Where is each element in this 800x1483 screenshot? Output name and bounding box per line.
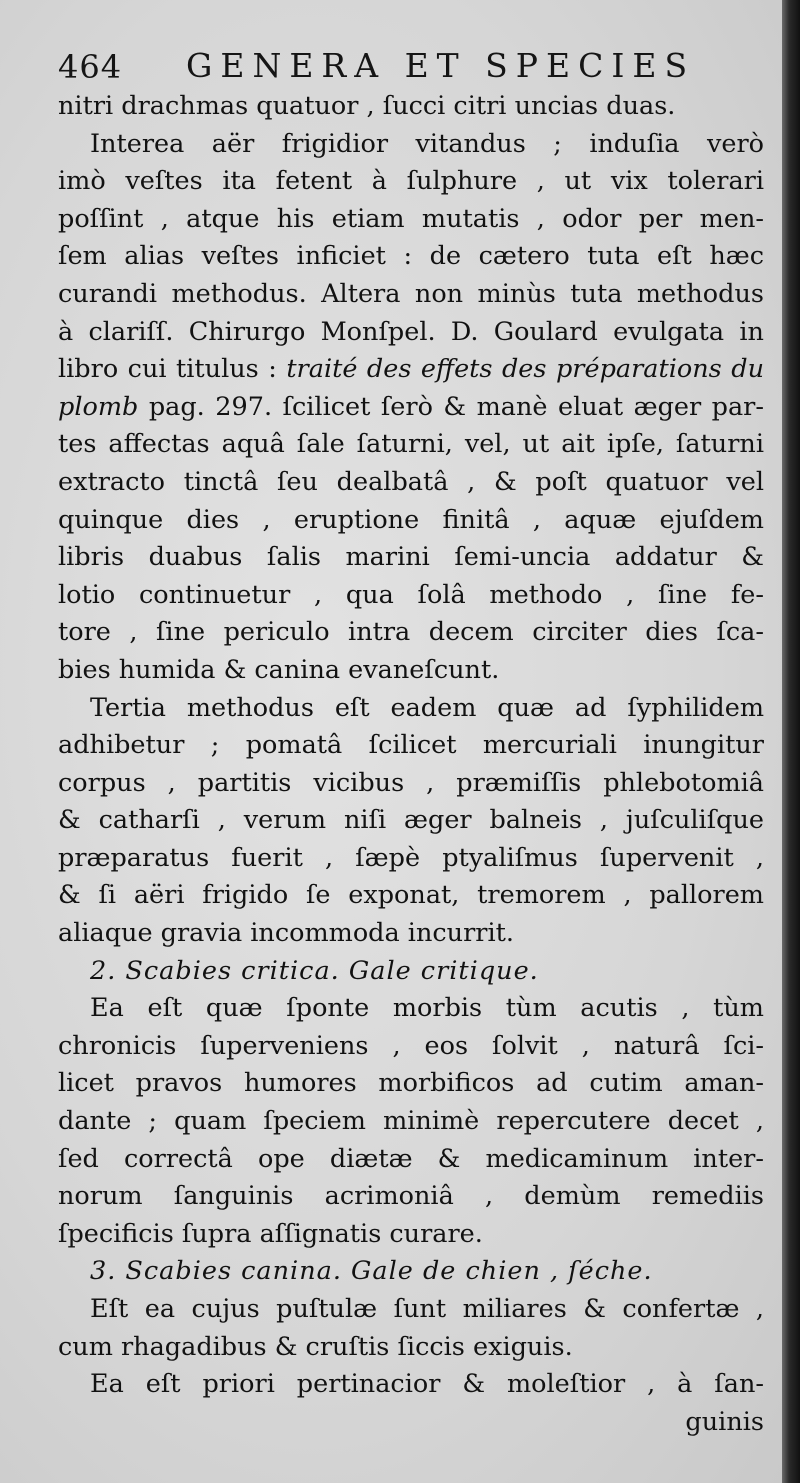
line-text: Ea eſt quæ ſponte morbis tùm acutis , tùm — [90, 993, 764, 1024]
text-line — [58, 539, 764, 577]
page-edge-shadow — [782, 0, 800, 1483]
section-heading: 3. Scabies canina. Gale de chien , ſéche. — [90, 1256, 653, 1287]
text-line — [58, 953, 764, 991]
line-text: ſpecificis ſupra aſſignatis curare. — [58, 1218, 483, 1249]
page-number: 464 — [58, 48, 123, 86]
italic-title: traité des effets des préparations du — [286, 354, 764, 385]
text-line — [58, 389, 764, 427]
text-line — [58, 464, 764, 502]
line-text: pag. 297. ſcilicet ſerò & manè eluat æger par- — [138, 391, 764, 422]
line-text: extracto tinctâ ſeu dealbatâ , & poſt quatuor vel — [58, 466, 764, 497]
line-text: corpus , partitis vicibus , præmiſſis phlebotomiâ — [58, 767, 764, 798]
line-text: dante ; quam ſpeciem minimè repercutere decet , — [58, 1106, 764, 1137]
text-line — [58, 314, 764, 352]
line-text: lotio continuetur , qua ſolâ methodo , ſine fe- — [58, 579, 764, 610]
line-text: adhibetur ; pomatâ ſcilicet mercuriali inungitur — [58, 730, 764, 761]
line-text: & catharſi , verum niſi æger balneis , juſculiſque — [58, 805, 764, 836]
line-text: & ſi aëri frigido ſe exponat, tremorem , pallorem — [58, 880, 764, 911]
running-title: GENERA ET SPECIES — [186, 46, 696, 85]
text-line — [58, 502, 764, 540]
line-text: quinque dies , eruptione finitâ , aquæ ejuſdem — [58, 504, 764, 535]
line-text: chronicis ſuperveniens , eos ſolvit , naturâ ſci- — [58, 1030, 764, 1061]
line-text: libris duabus ſalis marini ſemi-uncia addatur & — [58, 542, 764, 573]
line-text: bies humida & canina evaneſcunt. — [58, 654, 500, 685]
line-text: norum ſanguinis acrimoniâ , demùm remediis — [58, 1181, 764, 1212]
text-line — [58, 614, 764, 652]
running-head — [58, 42, 698, 92]
text-line — [58, 276, 764, 314]
text-line — [58, 727, 764, 765]
text-line — [58, 1141, 764, 1179]
text-line — [58, 877, 764, 915]
line-text: nitri drachmas quatuor , ſucci citri uncias duas. — [58, 91, 676, 121]
text-line — [58, 351, 764, 389]
line-text: Ea eſt priori pertinacior & moleſtior , à ſan- — [90, 1369, 764, 1400]
line-text: ſem alias veſtes inficiet : de cætero tuta eſt hæc — [58, 241, 764, 272]
text-line — [58, 652, 764, 690]
text-line — [58, 1329, 764, 1367]
text-line — [58, 840, 764, 878]
line-text: à clariſſ. Chirurgo Monſpel. D. Goulard evulgata in — [58, 316, 764, 347]
line-text: tes affectas aquâ ſale ſaturni, vel, ut ait ipſe, ſaturni — [58, 429, 764, 460]
line-text: guinis — [685, 1406, 764, 1437]
line-text: libro cui titulus : — [58, 354, 287, 385]
text-line — [58, 1253, 764, 1291]
text-line — [58, 1178, 764, 1216]
line-text: licet pravos humores morbificos ad cutim aman- — [58, 1068, 764, 1099]
text-line — [58, 577, 764, 615]
line-text: poſſint , atque his etiam mutatis , odor per men- — [58, 203, 764, 234]
text-line — [58, 163, 764, 201]
text-line — [58, 426, 764, 464]
text-line — [58, 1404, 764, 1442]
text-line — [58, 88, 764, 126]
text-line — [58, 915, 764, 953]
line-text: imò veſtes ita fetent à ſulphure , ut vix tolerari — [58, 166, 764, 197]
line-text: Interea aër frigidior vitandus ; induſia verò — [90, 128, 764, 159]
text-line — [58, 1028, 764, 1066]
line-text: tore , ſine periculo intra decem circiter dies ſca- — [58, 617, 764, 648]
text-line — [58, 126, 764, 164]
text-line — [58, 1103, 764, 1141]
text-line — [58, 1216, 764, 1254]
text-line — [58, 201, 764, 239]
italic-title: plomb — [58, 391, 139, 422]
line-text: ſed correctâ ope diætæ & medicaminum inter- — [58, 1143, 764, 1174]
text-line — [58, 238, 764, 276]
line-text: cum rhagadibus & cruſtis ſiccis exiguis. — [58, 1331, 573, 1362]
line-text: curandi methodus. Altera non minùs tuta methodus — [58, 278, 764, 309]
line-text: præparatus fuerit , ſæpè ptyaliſmus ſupervenit , — [58, 842, 764, 873]
line-text: Eſt ea cujus puſtulæ ſunt miliares & confertæ , — [90, 1294, 764, 1324]
line-text: Tertia methodus eſt eadem quæ ad ſyphilidem — [90, 692, 764, 723]
section-heading: 2. Scabies critica. Gale critique. — [90, 955, 539, 986]
text-line — [58, 1366, 764, 1404]
text-line — [58, 765, 764, 803]
text-line — [58, 1291, 764, 1329]
text-line — [58, 802, 764, 840]
line-text: aliaque gravia incommoda incurrit. — [58, 918, 514, 949]
text-line — [58, 990, 764, 1028]
text-line — [58, 690, 764, 728]
text-line — [58, 1065, 764, 1103]
body-text — [58, 88, 764, 1441]
